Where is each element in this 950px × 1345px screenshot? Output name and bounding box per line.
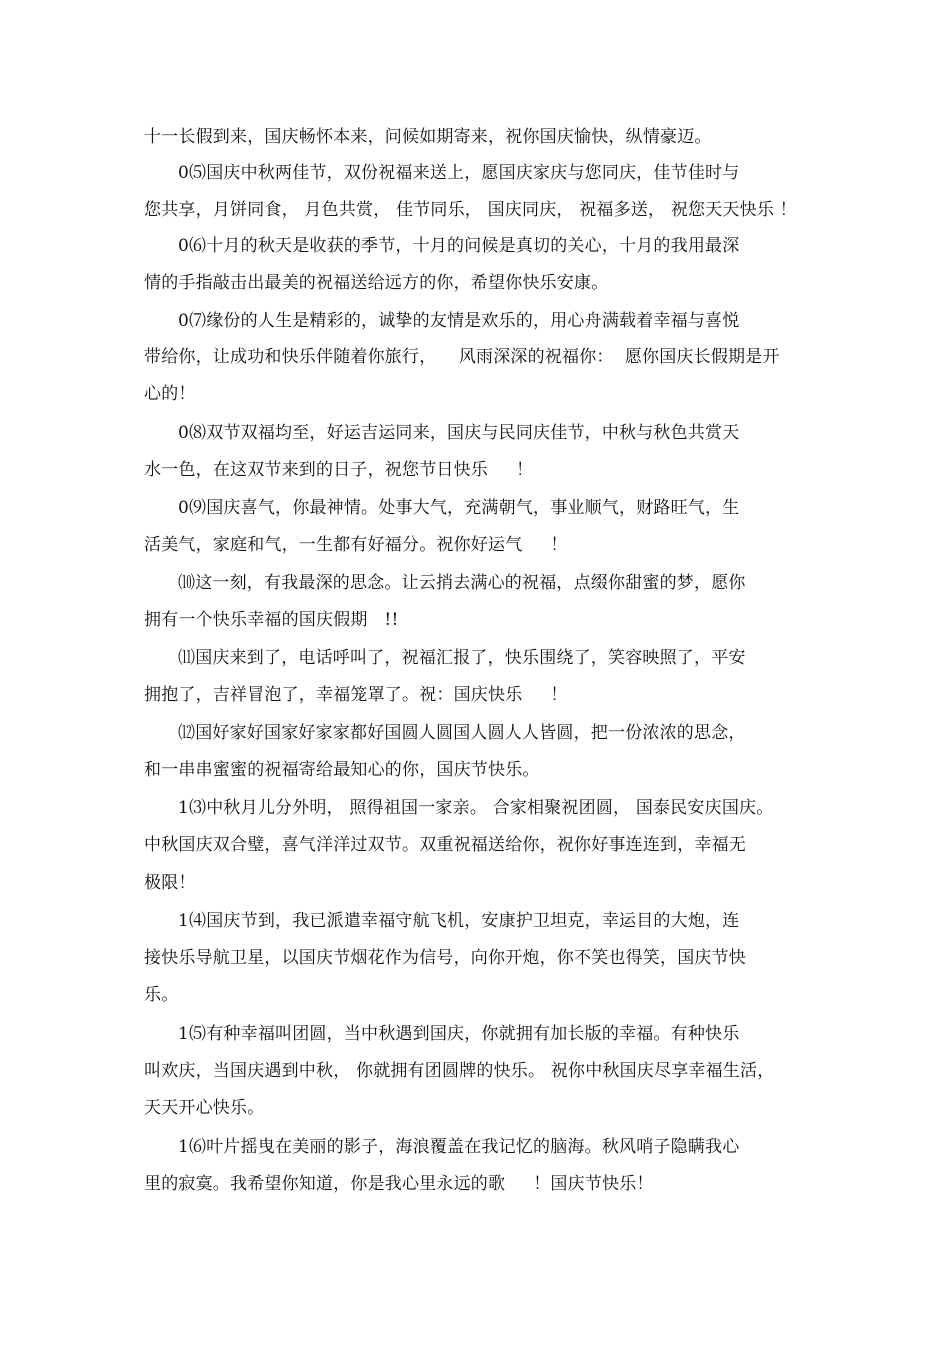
text-line: 乐。 <box>144 985 179 1005</box>
text-line: 1⑷国庆节到，我已派遣幸福守航飞机，安康护卫坦克，幸运目的大炮，连 <box>178 911 740 931</box>
text-line: 带给你，让成功和快乐伴随着你旅行， 风雨深深的祝福你： 愿你国庆长假期是开 <box>144 347 780 367</box>
text-line: 0⑺缘份的人生是精彩的，诚挚的友情是欢乐的，用心舟满载着幸福与喜悦 <box>178 311 740 331</box>
text-line: 拥有一个快乐幸福的国庆假期 !! <box>144 610 399 630</box>
text-line: 极限！ <box>144 873 196 893</box>
text-line: 叫欢庆，当国庆遇到中秋， 你就拥有团圆牌的快乐。 祝你中秋国庆尽享幸福生活， <box>144 1061 775 1081</box>
text-line: 里的寂寞。我希望你知道，你是我心里永远的歌 ！国庆节快乐！ <box>144 1174 654 1194</box>
text-line: 活美气，家庭和气，一生都有好福分。祝你好运气 ！ <box>144 535 568 555</box>
text-line: 和一串串蜜蜜的祝福寄给最知心的你，国庆节快乐。 <box>144 760 540 780</box>
text-line: 天天开心快乐。 <box>144 1098 265 1118</box>
text-line: ⑾国庆来到了，电话呼叫了，祝福汇报了，快乐围绕了，笑容映照了，平安 <box>178 648 746 668</box>
text-line: 水一色，在这双节来到的日子，祝您节日快乐 ！ <box>144 460 534 480</box>
text-line: 0⑼国庆喜气，你最神情。处事大气，充满朝气，事业顺气，财路旺气，生 <box>178 498 740 518</box>
text-line: ⑿国好家好国家好家家都好国圆人圆国人圆人人皆圆，把一份浓浓的思念， <box>178 723 746 743</box>
text-line: 1⑸有种幸福叫团圆，当中秋遇到国庆，你就拥有加长版的幸福。有种快乐 <box>178 1024 740 1044</box>
text-line: 接快乐导航卫星，以国庆节烟花作为信号，向你开炮，你不笑也得笑，国庆节快 <box>144 948 746 968</box>
text-line: 中秋国庆双合璧，喜气洋洋过双节。双重祝福送给你，祝你好事连连到，幸福无 <box>144 835 746 855</box>
text-line: 您共享，月饼同食， 月色共赏， 佳节同乐， 国庆同庆， 祝福多送， 祝您天天快乐 ！ <box>144 200 797 220</box>
text-line: 十一长假到来，国庆畅怀本来，问候如期寄来，祝你国庆愉快，纵情豪迈。 <box>144 127 712 147</box>
text-line: ⑽这一刻，有我最深的思念。让云捎去满心的祝福，点缀你甜蜜的梦，愿你 <box>178 573 746 593</box>
text-line: 1⑶中秋月儿分外明， 照得祖国一家亲。 合家相聚祝团圆， 国泰民安庆国庆。 <box>178 798 774 818</box>
text-line: 0⑸国庆中秋两佳节，双份祝福来送上，愿国庆家庆与您同庆，佳节佳时与 <box>178 163 740 183</box>
text-line: 0⑹十月的秋天是收获的季节，十月的问候是真切的关心，十月的我用最深 <box>178 236 740 256</box>
text-line: 1⑹叶片摇曳在美丽的影子，海浪覆盖在我记忆的脑海。秋风哨子隐瞒我心 <box>178 1137 740 1157</box>
text-line: 心的！ <box>144 384 196 404</box>
text-line: 0⑻双节双福均至，好运吉运同来，国庆与民同庆佳节，中秋与秋色共赏天 <box>178 423 740 443</box>
text-line: 情的手指敲击出最美的祝福送给远方的你，希望你快乐安康。 <box>144 273 609 293</box>
text-line: 拥抱了，吉祥冒泡了，幸福笼罩了。祝：国庆快乐 ！ <box>144 685 568 705</box>
